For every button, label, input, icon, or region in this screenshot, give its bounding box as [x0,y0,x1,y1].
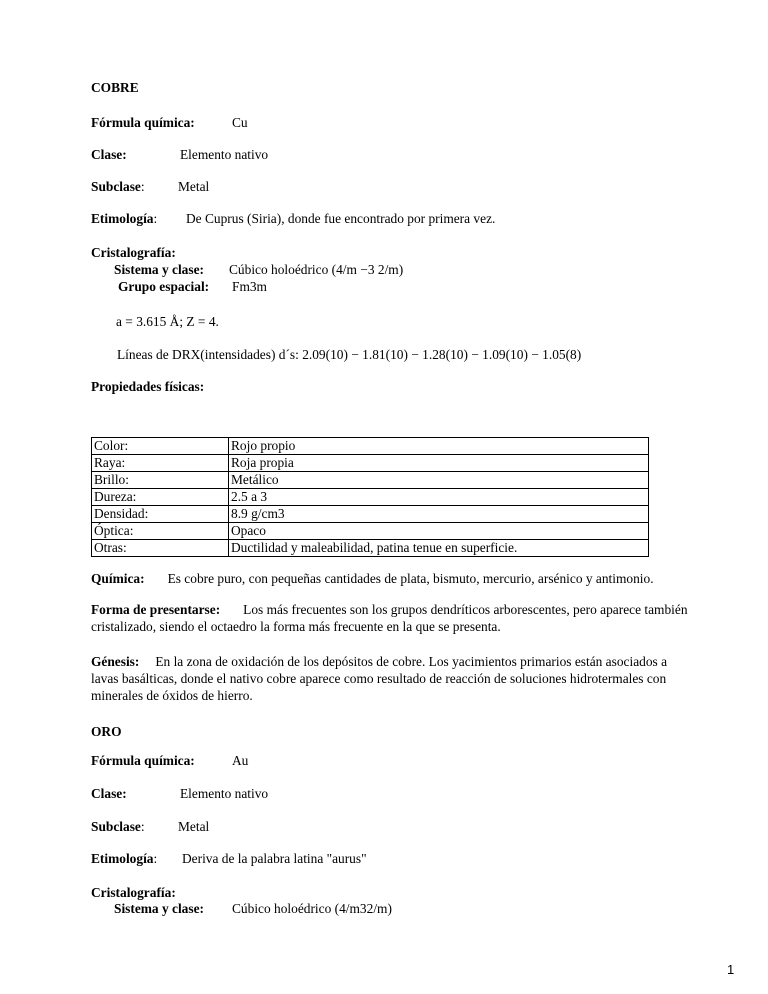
prop-value: Ductilidad y maleabilidad, patina tenue en superficie. [229,540,649,557]
prop-key: Color: [92,438,229,455]
etimologia-label: Etimología [91,851,154,866]
cristalografia-label: Cristalografía: [91,245,176,260]
genesis-label: Génesis: [91,654,140,669]
quimica-label: Química: [91,571,145,586]
table-row [92,455,649,472]
quimica-row [91,571,654,587]
table-row [92,472,649,489]
formula-value: Cu [232,115,248,130]
etimologia-value: De Cuprus (Siria), donde fue encontrado por primera vez. [186,211,496,226]
grupo-label: Grupo espacial: [118,279,210,294]
etimologia-value: Deriva de la palabra latina "aurus" [182,851,367,866]
subclase-label: Subclase [91,819,141,834]
sistema-value: Cúbico holoédrico (4/m −3 2/m) [229,262,404,277]
prop-value: Rojo propio [229,438,649,455]
section-title-oro: ORO [91,724,122,739]
page-number: 1 [727,962,735,977]
forma-value: Los más frecuentes son los grupos dendríticos arborescentes, pero aparece también cristalizado, siendo el octaedro la forma más frecuente en la que se presenta. [91,602,688,634]
drx-text: Líneas de DRX(intensidades) d´s: 2.09(10) − 1.81(10) − 1.28(10) − 1.09(10) − 1.05(8) [117,347,582,362]
clase-value: Elemento nativo [180,786,269,801]
table-row [92,523,649,540]
forma-paragraph [91,601,691,635]
etimologia-label-wrap: Etimología: [91,211,158,226]
subclase-label-wrap: Subclase: [91,819,145,834]
sistema-label: Sistema y clase: [114,901,204,916]
subclase-value: Metal [178,179,210,194]
etimologia-label: Etimología [91,211,154,226]
table-row [92,489,649,506]
propiedades-table [91,437,649,557]
prop-key: Densidad: [92,506,229,523]
formula-label: Fórmula química: [91,753,195,768]
prop-key: Otras: [92,540,229,557]
prop-key: Brillo: [92,472,229,489]
sistema-value: Cúbico holoédrico (4/m32/m) [232,901,392,916]
clase-label: Clase: [91,147,127,162]
quimica-value: Es cobre puro, con pequeñas cantidades de plata, bismuto, mercurio, arsénico y antimonio. [167,571,654,586]
prop-value: 8.9 g/cm3 [229,506,649,523]
genesis-value: En la zona de oxidación de los depósitos de cobre. Los yacimientos primarios están asociados a lavas basálticas, donde el nativo cobre aparece como resultado de reacción de soluciones hidrotermales con minerales de óxidos de hierro. [91,654,668,703]
forma-label: Forma de presentarse: [91,602,221,617]
prop-key: Dureza: [92,489,229,506]
sistema-label: Sistema y clase: [114,262,204,277]
subclase-value: Metal [178,819,210,834]
etimologia-label-wrap: Etimología: [91,851,158,866]
prop-key: Óptica: [92,523,229,540]
clase-value: Elemento nativo [180,147,269,162]
table-row [92,506,649,523]
cristalografia-label: Cristalografía: [91,885,176,900]
grupo-value: Fm3m [232,279,267,294]
subclase-label-wrap: Subclase: [91,179,145,194]
prop-value: Opaco [229,523,649,540]
formula-label: Fórmula química: [91,115,195,130]
genesis-paragraph [91,653,691,704]
prop-value: Roja propia [229,455,649,472]
subclase-label: Subclase [91,179,141,194]
prop-value: Metálico [229,472,649,489]
propiedades-label: Propiedades físicas: [91,379,205,394]
formula-value: Au [232,753,249,768]
table-row [92,438,649,455]
table-row [92,540,649,557]
celda-text: a = 3.615 Å; Z = 4. [116,314,219,329]
prop-key: Raya: [92,455,229,472]
clase-label: Clase: [91,786,127,801]
section-title-cobre: COBRE [91,80,139,95]
prop-value: 2.5 a 3 [229,489,649,506]
